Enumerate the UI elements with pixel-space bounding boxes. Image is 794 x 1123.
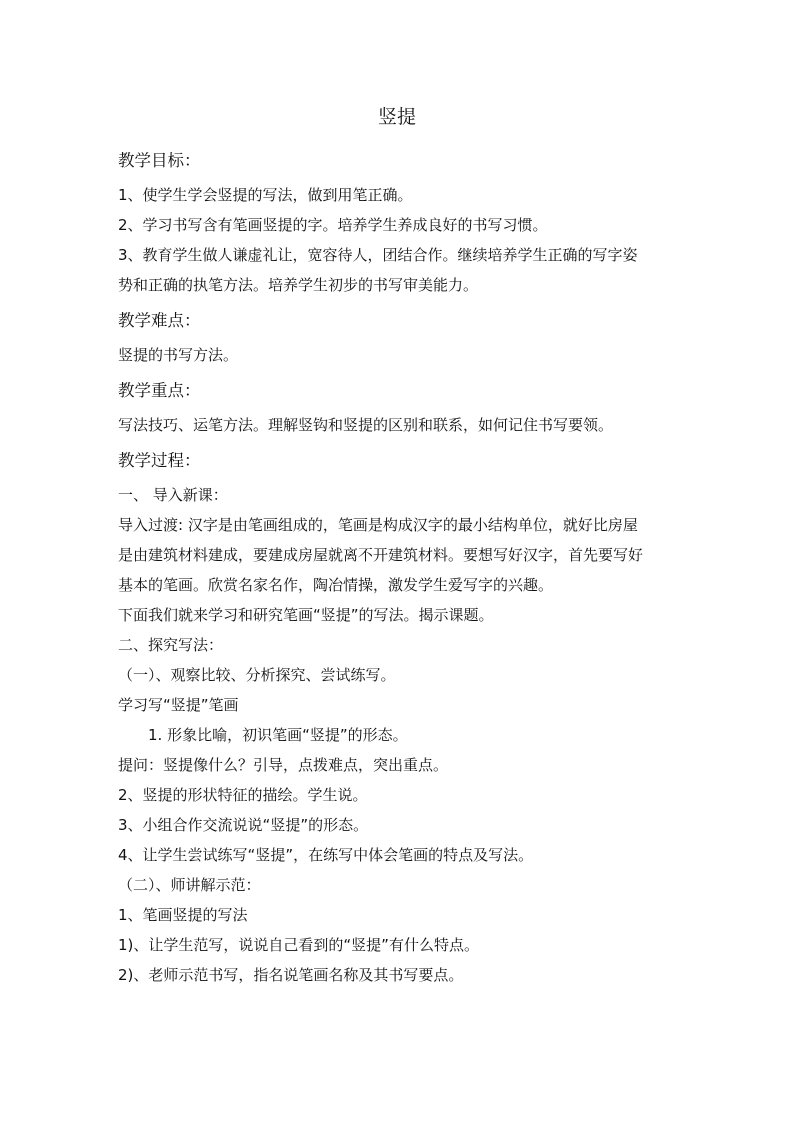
- heading-difficulty: 教学难点：: [118, 311, 201, 330]
- heading-objectives: 教学目标：: [118, 151, 201, 170]
- paragraph: 提问：竖提像什么？引导，点拨难点，突出重点。: [118, 756, 449, 774]
- paragraph: 竖提的书写方法。: [118, 346, 239, 364]
- list-item: 1. 形象比喻，初识笔画“竖提”的形态。: [148, 726, 408, 744]
- paragraph: 下面我们就来学习和研究笔画“竖提”的写法。揭示课题。: [118, 606, 494, 624]
- paragraph: 1、使学生学会竖提的写法，做到用笔正确。: [118, 186, 413, 204]
- subsection-heading: （二）、师讲解示范：: [118, 876, 261, 894]
- list-item: 4、让学生尝试练写“竖提”，在练写中体会笔画的特点及写法。: [118, 846, 534, 864]
- paragraph: 导入过渡: 汉字是由笔画组成的，笔画是构成汉字的最小结构单位，就好比房屋: [118, 516, 638, 534]
- document-body: [118, 146, 684, 990]
- paragraph: 基本的笔画。欣赏名家名作，陶冶情操，激发学生爱写字的兴趣。: [118, 576, 554, 594]
- section-heading: 一、 导入新课：: [118, 486, 228, 504]
- paragraph: 写法技巧、运笔方法。理解竖钩和竖提的区别和联系，如何记住书写要领。: [118, 416, 614, 434]
- list-item: 2、竖提的形状特征的描绘。学生说。: [118, 786, 368, 804]
- heading-key-points: 教学重点：: [118, 381, 201, 400]
- paragraph: 2、学习书写含有笔画竖提的字。培养学生养成良好的书写习惯。: [118, 216, 548, 234]
- subsection-heading: （一）、观察比较、分析探究、尝试练写。: [118, 666, 396, 684]
- heading-process: 教学过程：: [118, 451, 201, 470]
- document-title: 竖提: [377, 106, 416, 128]
- list-item: 1)、让学生范写，说说自己看到的“竖提”有什么特点。: [118, 936, 479, 954]
- paragraph: 是由建筑材料建成，要建成房屋就离不开建筑材料。要想写好汉字，首先要写好: [118, 546, 644, 564]
- list-item: 3、小组合作交流说说“竖提”的形态。: [118, 816, 369, 834]
- list-item: 2)、老师示范书写，指名说笔画名称及其书写要点。: [118, 966, 464, 984]
- section-heading: 二、探究写法：: [118, 636, 224, 654]
- paragraph: 势和正确的执笔方法。培养学生初步的书写审美能力。: [118, 276, 479, 294]
- list-item: 1、笔画竖提的写法: [118, 906, 248, 924]
- paragraph: 学习写“竖提”笔画: [118, 696, 239, 714]
- paragraph: 3、教育学生做人谦虚礼让，宽容待人，团结合作。继续培养学生正确的写字姿: [118, 246, 638, 264]
